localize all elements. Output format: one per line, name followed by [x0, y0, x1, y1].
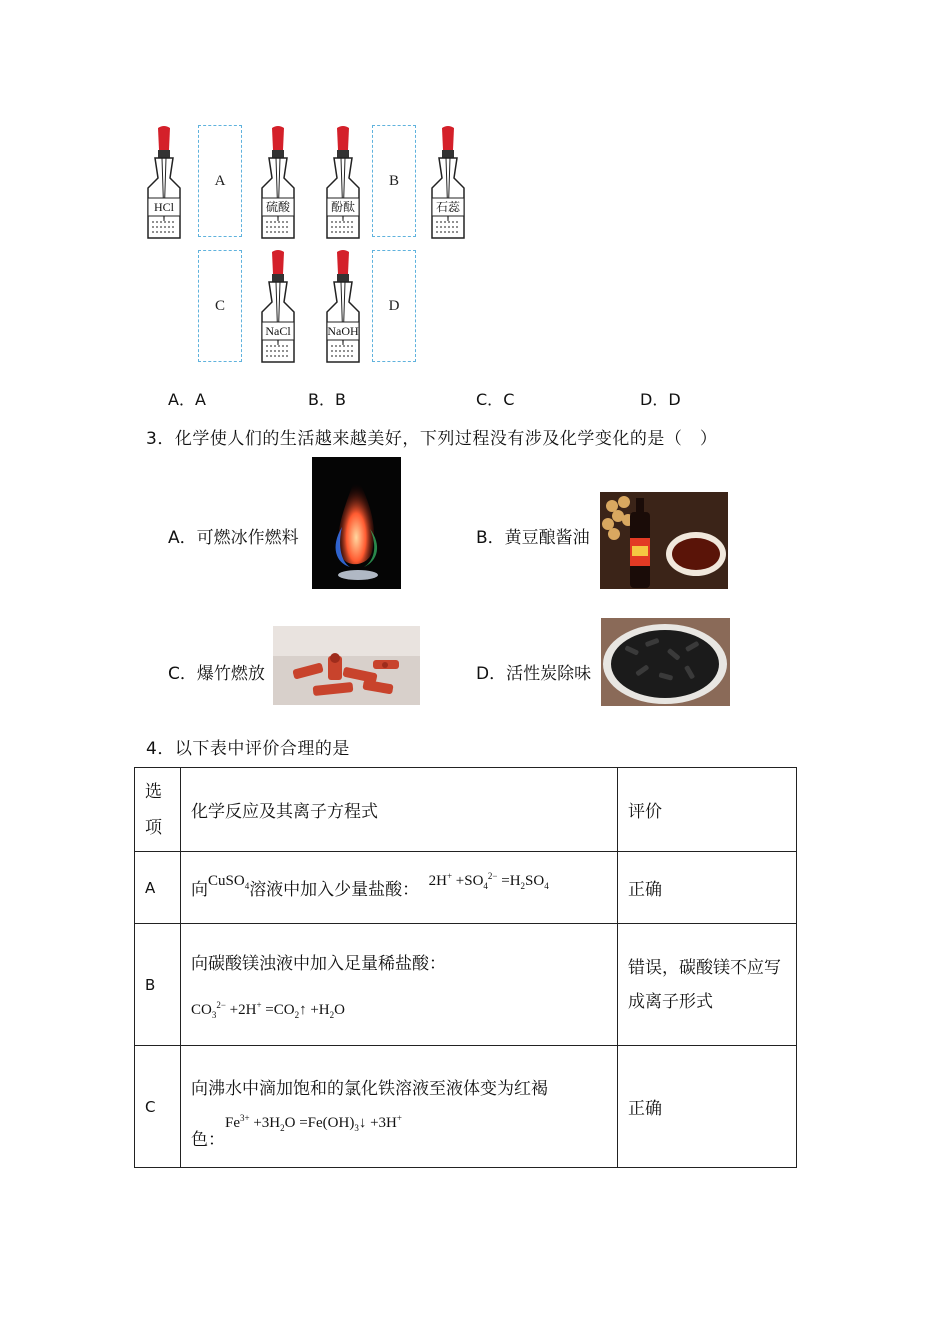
row-b-evaluation: 错误，碳酸镁不应写成离子形式: [618, 924, 797, 1046]
row-a-evaluation: 正确: [618, 852, 797, 924]
q2-option-a[interactable]: A．A: [168, 390, 206, 409]
dropper-bottle-phenolphthalein: [321, 126, 365, 241]
q2-option-b[interactable]: B．B: [308, 390, 346, 409]
table-row: [135, 924, 797, 1046]
firecracker-photo: [273, 626, 420, 705]
dropper-bottle-icon: [426, 126, 470, 241]
bottle-label-naoh: NaOH: [327, 324, 359, 338]
evaluation-table: [134, 767, 797, 1168]
row-a-option: A: [135, 852, 181, 924]
dropper-bottle-icon: [321, 126, 365, 241]
bottle-label-sulfuric-acid: 硫酸: [265, 200, 290, 214]
table-row: [135, 852, 797, 924]
equation-a: $2H^+ +SO_4^{2-} =H_2SO_4$: [428, 870, 549, 891]
row-c-evaluation: 正确: [618, 1046, 797, 1168]
blank-box-c: C: [198, 250, 242, 362]
dropper-bottle-icon: [142, 126, 186, 241]
row-c-option: C: [135, 1046, 181, 1168]
dropper-bottle-nacl: [256, 250, 300, 365]
equation-c: $Fe^{3+} +3H_2O$ $=Fe(OH)_3↓ +3H^+$: [225, 1113, 402, 1133]
q3-option-a[interactable]: A．可燃冰作燃料: [168, 528, 299, 548]
activated-carbon-photo: [601, 618, 730, 706]
dropper-bottle-icon: [256, 250, 300, 365]
table-row: [135, 1046, 797, 1168]
equation-b: $CO_3^{2-} +2H^+$ $=CO_2↑ +H_2O$: [191, 1000, 345, 1020]
dropper-bottle-naoh: [321, 250, 365, 365]
bottle-label-litmus: 石蕊: [435, 200, 460, 214]
header-option: 选项: [135, 768, 181, 852]
blank-box-b: B: [372, 125, 416, 237]
dropper-bottle-icon: [321, 250, 365, 365]
table-header-row: [135, 768, 797, 852]
bottle-label-nacl: NaCl: [265, 324, 291, 338]
q3-option-d[interactable]: D．活性炭除味: [476, 664, 592, 684]
row-a-reaction: 向CuSO$_4$溶液中加入少量盐酸： $2H^+ +SO_4^{2-} =H_2SO_4$: [181, 852, 618, 924]
q2-option-c[interactable]: C．C: [476, 390, 515, 409]
dropper-bottle-hcl: [142, 126, 186, 241]
header-evaluation: 评价: [618, 768, 797, 852]
header-reaction: 化学反应及其离子方程式: [181, 768, 618, 852]
row-b-reaction: 向碳酸镁浊液中加入足量稀盐酸： $CO_3^{2-} +2H^+$ $=CO_2↑ +H_2O$: [181, 924, 618, 1046]
q3-stem: 3．化学使人们的生活越来越美好，下列过程没有涉及化学变化的是（ ）: [146, 429, 718, 449]
flame-photo: [312, 457, 401, 589]
blank-box-d: D: [372, 250, 416, 362]
row-b-option: B: [135, 924, 181, 1046]
row-c-reaction: 向沸水中滴加饱和的氯化铁溶液至液体变为红褐 色：$Fe^{3+} +3H_2O$ $=Fe(OH)_3↓ +3H^+$: [181, 1046, 618, 1168]
dropper-bottle-icon: [256, 126, 300, 241]
bottle-label-phenolphthalein: 酚酞: [330, 200, 355, 214]
q3-option-c[interactable]: C．爆竹燃放: [168, 664, 265, 684]
q4-stem: 4．以下表中评价合理的是: [146, 739, 350, 759]
soy-sauce-photo: [600, 492, 728, 589]
blank-box-a: A: [198, 125, 242, 237]
dropper-bottle-sulfuric-acid: [256, 126, 300, 241]
bottle-label-hcl: HCl: [153, 200, 174, 214]
dropper-bottle-litmus: [426, 126, 470, 241]
q2-option-d[interactable]: D．D: [640, 390, 681, 409]
formula-cuso4: CuSO$_4$: [208, 872, 250, 891]
q3-option-b[interactable]: B．黄豆酿酱油: [476, 528, 590, 548]
